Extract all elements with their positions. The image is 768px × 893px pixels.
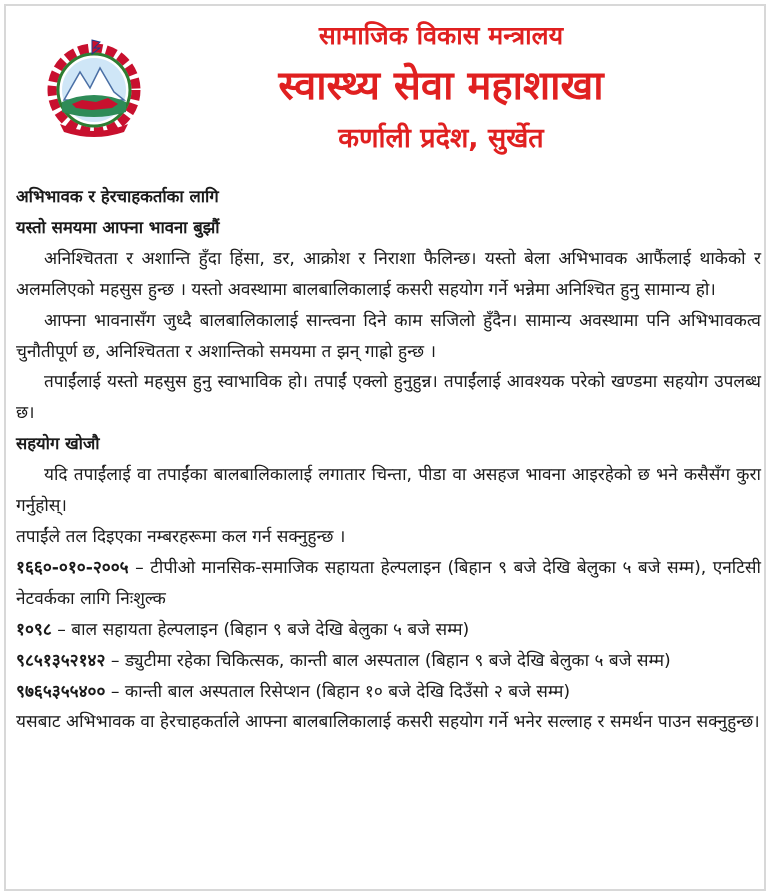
helpline-item (16, 615, 761, 646)
helpline-item (16, 646, 761, 677)
notice-frame (4, 4, 766, 891)
paragraph: तपाईंले तल दिइएका नम्बरहरूमा कल गर्न सक्नुहुन्छ । (16, 526, 346, 547)
letterhead (6, 6, 764, 168)
helpline-desc: – टीपीओ मानसिक-समाजिक सहायता हेल्पलाइन (बिहान ९ बजे देखि बेलुका ५ बजे सम्म), एनटिसी नेटवर्कका लागि निःशुल्क (16, 557, 761, 609)
helpline-desc: – बाल सहायता हेल्पलाइन (बिहान ९ बजे देखि बेलुका ५ बजे सम्म) (51, 619, 470, 640)
paragraph: आफ्ना भावनासँग जुध्दै बालबालिकालाई सान्त्वना दिने काम सजिलो हुँदैन। सामान्य अवस्थामा पनि अभिभावकत्व चुनौतीपूर्ण छ, अनिश्चितता र अशान्तिको समयमा त झन् गाह्रो हुन्छ । (16, 310, 761, 362)
helpline-desc: – ड्युटीमा रहेका चिकित्सक, कान्ती बाल अस्पताल (बिहान ९ बजे देखि बेलुका ५ बजे सम्म) (105, 650, 671, 671)
helpline-number: १६६०-०१०-२००५ (16, 557, 129, 578)
helpline-item (16, 553, 761, 615)
paragraph: अनिश्चितता र अशान्ति हुँदा हिंसा, डर, आक्रोश र निराशा फैलिन्छ। यस्तो बेला अभिभावक आफैंलाई थाकेको र अलमलिएको महसुस हुन्छ । यस्तो अवस्थामा बालबालिकालाई कसरी सहयोग गर्ने भन्नेमा अनिश्चित हुनु सामान्य हो। (16, 248, 761, 300)
notice-body (16, 182, 761, 738)
section-heading-support: सहयोग खोजौ (16, 434, 100, 454)
section-subheading: यस्तो समयमा आफ्ना भावना बुझौं (16, 217, 220, 237)
helpline-desc: – कान्ती बाल अस्पताल रिसेप्शन (बिहान १० बजे देखि दिउँसो २ बजे सम्म) (105, 681, 571, 702)
office-title: स्वास्थ्य सेवा महाशाखा (278, 63, 604, 109)
helpline-number: ९८५१३५२१४२ (16, 650, 106, 671)
section-heading: अभिभावक र हेरचाहकर्ताका लागि (16, 187, 219, 206)
paragraph: यदि तपाईंलाई वा तपाईंका बालबालिकालाई लगातार चिन्ता, पीडा वा असहज भावना आइरहेको छ भने कसैसँग कुरा गर्नुहोस्। (16, 465, 761, 517)
paragraph: तपाईंलाई यस्तो महसुस हुनु स्वाभाविक हो। तपाईं एक्लो हुनुहुन्न। तपाईंलाई आवश्यक परेको खण्डमा सहयोग उपलब्ध छ। (16, 372, 761, 424)
helpline-number: ९७६५३५५४०० (16, 681, 106, 702)
helpline-number: १०९८ (16, 619, 52, 640)
closing-paragraph: यसबाट अभिभावक वा हेरचाहकर्ताले आफ्ना बालबालिकालाई कसरी सहयोग गर्ने भनेर सल्लाह र समर्थन पाउन सक्नुहुन्छ। (16, 712, 760, 733)
office-location: कर्णाली प्रदेश, सुर्खेत (338, 123, 544, 154)
nepal-emblem-icon (42, 38, 146, 138)
ministry-title: सामाजिक विकास मन्त्रालय (318, 21, 564, 50)
helpline-item (16, 677, 761, 708)
